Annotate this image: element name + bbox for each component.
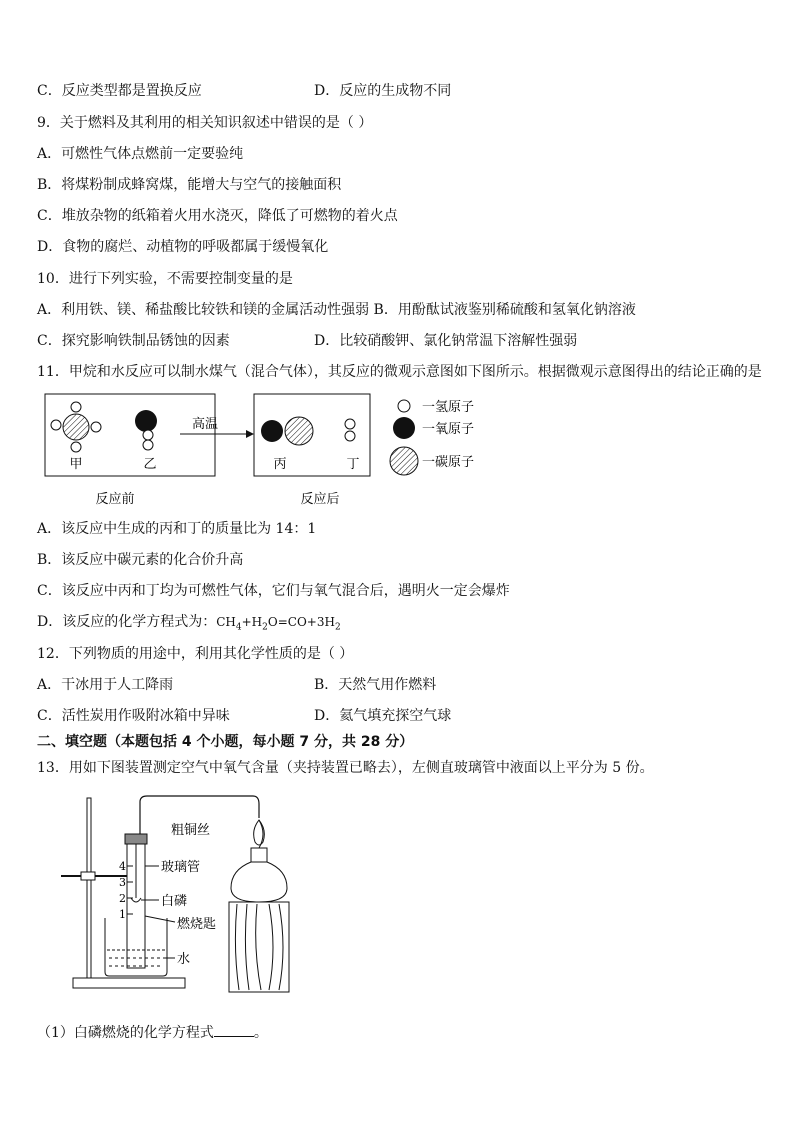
lamp-neck <box>251 848 267 862</box>
label-jia: 甲 <box>69 457 83 472</box>
legend-c-icon <box>390 447 418 475</box>
methane-h2 <box>71 442 81 452</box>
label-yi: 乙 <box>143 457 157 472</box>
q9-stem: 9．关于燃料及其利用的相关知识叙述中错误的是（ ） <box>37 115 373 131</box>
q9-option-b: B．将煤粉制成蜂窝煤，能增大与空气的接触面积 <box>37 177 342 193</box>
q11-option-a: A．该反应中生成的丙和丁的质量比为 14：1 <box>37 521 317 537</box>
q11-option-d-prefix: D．该反应的化学方程式为： <box>37 614 217 630</box>
eq-part-c: O=CO+3H <box>267 615 335 629</box>
methane-carbon <box>63 414 89 440</box>
label-glass-tube: 玻璃管 <box>161 860 201 875</box>
q8-option-d: D．反应的生成物不同 <box>314 83 452 99</box>
q10-option-d: D．比较硝酸钾、氯化钠常温下溶解性强弱 <box>314 333 578 349</box>
label-bing: 丙 <box>273 457 287 472</box>
q9-option-c: C．堆放杂物的纸箱着火用水浇灭，降低了可燃物的着火点 <box>37 208 398 224</box>
label-water: 水 <box>177 952 191 967</box>
stand-base <box>73 978 185 988</box>
mark-1: 1 <box>119 908 126 921</box>
q13-sub1 <box>37 1022 268 1042</box>
q12-stem: 12．下列物质的用途中，利用其化学性质的是（ ） <box>37 646 354 662</box>
h2-atom2 <box>345 431 355 441</box>
equation <box>216 615 341 633</box>
q11-option-c: C．该反应中丙和丁均为可燃性气体，它们与氧气混合后，遇明火一定会爆炸 <box>37 583 510 599</box>
mark-3: 3 <box>119 876 126 889</box>
q13-stem: 13．用如下图装置测定空气中氧气含量（夹持装置已略去），左侧直玻璃管中液面以上平分为 5 份。 <box>37 760 654 776</box>
methane-h1 <box>71 402 81 412</box>
label-copper-wire: 粗铜丝 <box>171 823 211 838</box>
eq-sub-c: 2 <box>334 622 341 633</box>
methane-h3 <box>51 420 61 430</box>
q12-option-b: B．天然气用作燃料 <box>314 677 437 693</box>
q9-option-a: A．可燃性气体点燃前一定要验纯 <box>37 146 244 162</box>
arrow-label: 高温 <box>191 417 219 432</box>
legend-h-label: 一氢原子 <box>422 400 475 415</box>
label-before: 反应前 <box>95 492 135 507</box>
co-carbon <box>285 417 313 445</box>
q9-option-d: D．食物的腐烂、动植物的呼吸都属于缓慢氧化 <box>37 239 329 255</box>
stand-rod <box>87 798 91 978</box>
eq-part-a: CH <box>216 615 236 629</box>
legend-o-icon <box>393 417 415 439</box>
tube-stopper <box>125 834 147 844</box>
reaction-diagram <box>40 388 500 513</box>
legend-o-label: 一氧原子 <box>422 422 475 437</box>
q10-option-c: C．探究影响铁制品锈蚀的因素 <box>37 333 230 349</box>
apparatus-diagram <box>55 790 345 1000</box>
q10-option-ab: A．利用铁、镁、稀盐酸比较铁和镁的金属活动性强弱 B．用酚酞试液鉴别稀硫酸和氢氧化钠溶液 <box>37 302 636 318</box>
q10-stem: 10．进行下列实验，不需要控制变量的是 <box>37 271 293 287</box>
q13-sub1-end: 。 <box>253 1025 268 1041</box>
water-h2 <box>143 440 153 450</box>
water-oxygen <box>135 410 157 432</box>
label-white-p: 白磷 <box>161 894 188 909</box>
eq-part-b: +H <box>241 615 263 629</box>
eq-sub-a: 4 <box>235 622 242 633</box>
q11-stem: 11．甲烷和水反应可以制水煤气（混合气体），其反应的微观示意图如下图所示。根据微观示意图得出的结论正确的是 <box>37 364 762 380</box>
h2-atom1 <box>345 419 355 429</box>
q12-option-a: A．干冰用于人工降雨 <box>37 677 174 693</box>
label-spoon: 燃烧匙 <box>177 917 217 932</box>
arrow-head <box>246 430 254 438</box>
section-title: 二、填空题（本题包括 4 个小题，每小题 7 分，共 28 分） <box>37 734 414 750</box>
label-ding: 丁 <box>346 457 360 472</box>
mark-4: 4 <box>119 860 126 873</box>
q12-option-d: D．氦气填充探空气球 <box>314 708 452 724</box>
q13-sub1-text: （1）白磷燃烧的化学方程式 <box>37 1025 214 1041</box>
methane-h4 <box>91 422 101 432</box>
water-h1 <box>143 430 153 440</box>
eq-sub-b: 2 <box>262 622 268 633</box>
mark-2: 2 <box>119 892 126 905</box>
legend-c-label: 一碳原子 <box>422 455 475 470</box>
lamp-body <box>231 862 287 902</box>
clamp-knob <box>81 872 95 880</box>
label-after: 反应后 <box>300 492 340 507</box>
q12-option-c: C．活性炭用作吸附冰箱中异味 <box>37 708 230 724</box>
legend-h-icon <box>398 400 410 412</box>
q11-option-d <box>37 613 341 636</box>
answer-blank[interactable] <box>214 1022 254 1037</box>
leader-spoon <box>145 916 175 922</box>
co-oxygen <box>261 420 283 442</box>
q11-option-b: B．该反应中碳元素的化合价升高 <box>37 552 244 568</box>
q8-option-c: C．反应类型都是置换反应 <box>37 83 202 99</box>
